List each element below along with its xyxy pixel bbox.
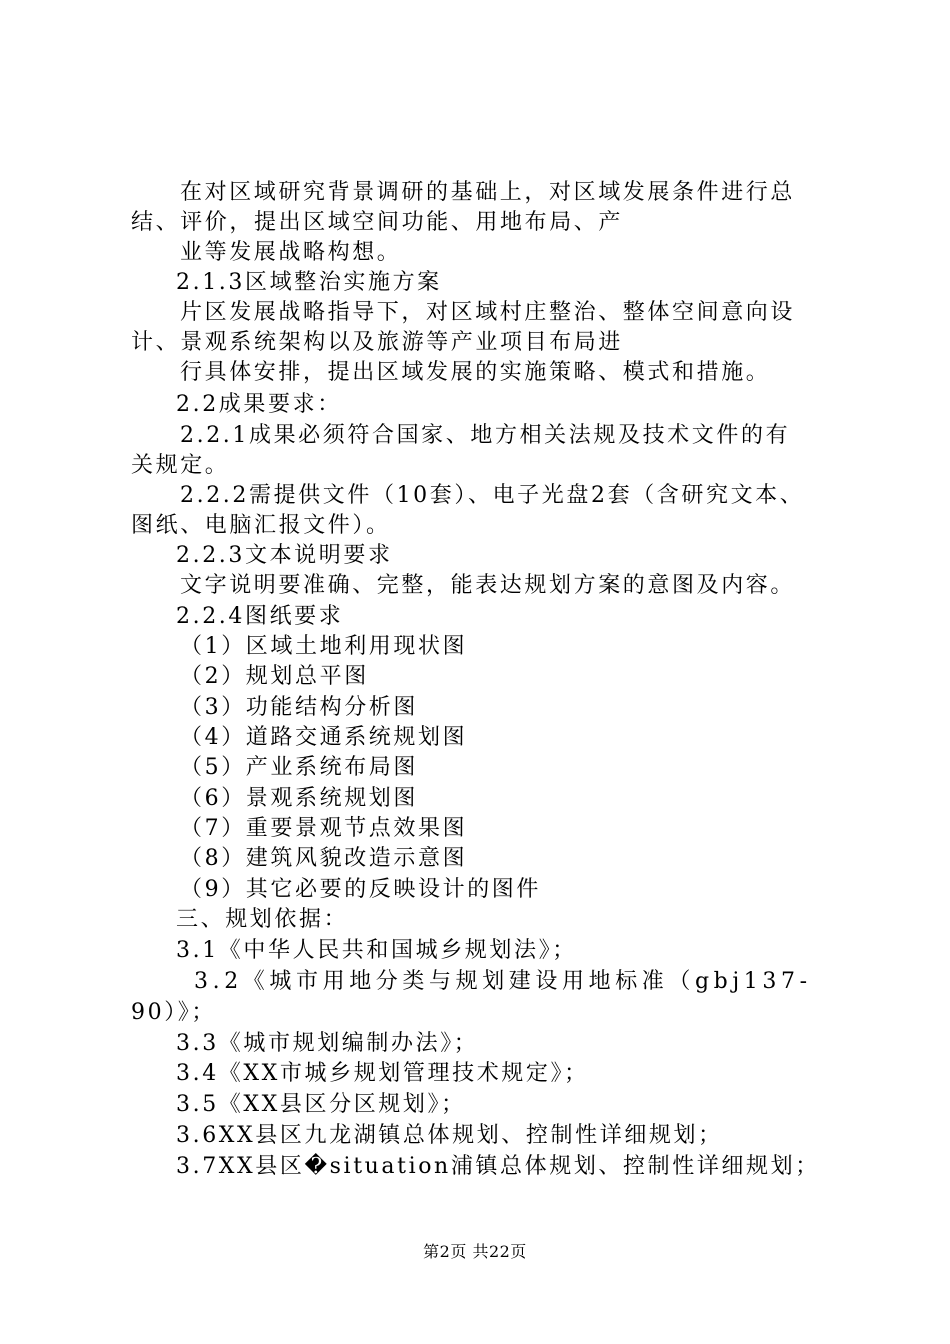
section-heading-2-2-4: 2.2.4图纸要求 (176, 604, 344, 629)
basis-item-3-5: 3.5《XX县区分区规划》； (176, 1092, 466, 1117)
drawing-item-5: （5）产业系统布局图 (180, 755, 418, 780)
body-line-5: 片区发展战略指导下，对区域村庄整治、整体空间意向设 (180, 300, 796, 325)
drawing-item-4: （4）道路交通系统规划图 (180, 725, 468, 750)
drawing-item-6: （6）景观系统规划图 (180, 786, 418, 811)
body-line-10: 关规定。 (131, 453, 230, 478)
drawing-item-1: （1）区域土地利用现状图 (180, 634, 468, 659)
basis-item-3-4: 3.4《XX市城乡规划管理技术规定》； (176, 1061, 589, 1086)
section-heading-3: 三、规划依据： (176, 907, 349, 932)
basis-item-3-2-continued: 90）》； (131, 1000, 216, 1025)
body-line-3: 业等发展战略构想。 (180, 240, 402, 265)
body-line-12: 图纸、电脑汇报文件）。 (131, 513, 391, 538)
body-line-14: 文字说明要准确、完整，能表达规划方案的意图及内容。 (180, 573, 796, 598)
body-line-2: 结、评价，提出区域空间功能、用地布局、产 (131, 210, 624, 235)
drawing-item-9: （9）其它必要的反映设计的图件 (180, 877, 541, 902)
body-line-11: 2.2.2需提供文件（10套）、电子光盘2套（含研究文本、 (180, 483, 805, 508)
section-heading-2-2-3: 2.2.3文本说明要求 (176, 543, 393, 568)
body-line-1: 在对区域研究背景调研的基础上，对区域发展条件进行总 (180, 180, 796, 205)
basis-item-3-6: 3.6XX县区九龙湖镇总体规划、控制性详细规划； (176, 1123, 723, 1148)
drawing-item-7: （7）重要景观节点效果图 (180, 816, 468, 841)
basis-item-3-3: 3.3《城市规划编制办法》； (176, 1031, 479, 1056)
section-heading-2-1-3: 2.1.3区域整治实施方案 (176, 270, 442, 295)
page-footer: 第2页 共22页 (423, 1242, 527, 1261)
body-line-9: 2.2.1成果必须符合国家、地方相关法规及技术文件的有 (180, 423, 791, 448)
drawing-item-8: （8）建筑风貌改造示意图 (180, 846, 468, 871)
section-heading-2-2: 2.2成果要求： (176, 392, 342, 417)
basis-item-3-1: 3.1《中华人民共和国城乡规划法》； (176, 938, 577, 963)
drawing-item-3: （3）功能结构分析图 (180, 695, 418, 720)
body-line-7: 行具体安排，提出区域发展的实施策略、模式和措施。 (180, 360, 771, 385)
basis-item-3-2: 3.2《城市用地分类与规划建设用地标准（gbj137- (194, 969, 812, 994)
drawing-item-2: （2）规划总平图 (180, 664, 369, 689)
body-line-6: 计、景观系统架构以及旅游等产业项目布局进 (131, 330, 624, 355)
basis-item-3-7: 3.7XX县区�situation浦镇总体规划、控制性详细规划； (176, 1154, 820, 1179)
